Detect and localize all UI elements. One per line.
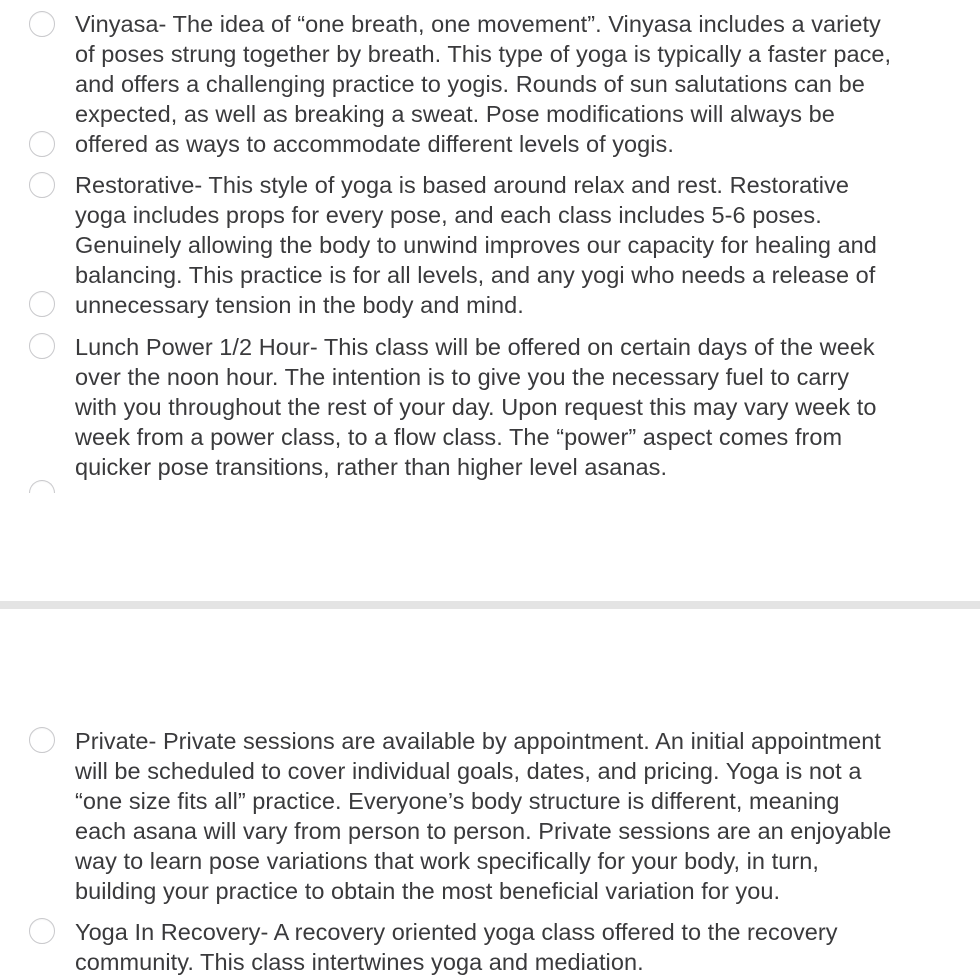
- radio-button-icon[interactable]: [29, 11, 55, 37]
- option-label-line: week from a power class, to a flow class. The “power” aspect comes from: [75, 424, 843, 450]
- option-label-line: of poses strung together by breath. This type of yoga is typically a faster pace,: [75, 41, 892, 67]
- option-label-line: Lunch Power 1/2 Hour- This class will be offered on certain days of the week: [75, 334, 875, 360]
- option-label-line: offered as ways to accommodate different levels of yogis.: [75, 131, 674, 157]
- option-label: [75, 917, 965, 977]
- option-label-line: way to learn pose variations that work specifically for your body, in turn,: [75, 848, 819, 874]
- radio-button-icon[interactable]: [29, 291, 55, 317]
- option-label-line: Private- Private sessions are available by appointment. An initial appointment: [75, 728, 881, 754]
- bottom-options-section: [0, 610, 980, 980]
- option-label-line: each asana will vary from person to person. Private sessions are an enjoyable: [75, 818, 892, 844]
- option-label-line: Vinyasa- The idea of “one breath, one movement”. Vinyasa includes a variety: [75, 11, 881, 37]
- radio-button-icon[interactable]: [29, 131, 55, 157]
- option-label: [75, 9, 965, 159]
- option-label-line: Genuinely allowing the body to unwind improves our capacity for healing and: [75, 232, 877, 258]
- option-label-line: over the noon hour. The intention is to give you the necessary fuel to carry: [75, 364, 850, 390]
- option-label: [75, 170, 965, 320]
- option-label-line: balancing. This practice is for all levels, and any yogi who needs a release of: [75, 262, 876, 288]
- radio-button-partial-icon[interactable]: [29, 480, 55, 493]
- radio-button-icon[interactable]: [29, 918, 55, 944]
- option-label-line: unnecessary tension in the body and mind.: [75, 292, 524, 318]
- option-label-line: “one size fits all” practice. Everyone’s body structure is different, meaning: [75, 788, 840, 814]
- option-label-line: Yoga In Recovery- A recovery oriented yoga class offered to the recovery: [75, 919, 838, 945]
- option-label: [75, 726, 965, 906]
- option-label-line: yoga includes props for every pose, and each class includes 5-6 poses.: [75, 202, 822, 228]
- option-label-line: will be scheduled to cover individual goals, dates, and pricing. Yoga is not a: [75, 758, 862, 784]
- radio-button-icon[interactable]: [29, 172, 55, 198]
- option-label-line: building your practice to obtain the most beneficial variation for you.: [75, 878, 781, 904]
- option-label: [75, 332, 965, 482]
- option-label-line: community. This class intertwines yoga and mediation.: [75, 949, 644, 975]
- option-label-line: Restorative- This style of yoga is based around relax and rest. Restorative: [75, 172, 849, 198]
- radio-button-icon[interactable]: [29, 727, 55, 753]
- option-label-line: expected, as well as breaking a sweat. Pose modifications will always be: [75, 101, 835, 127]
- section-divider: [0, 601, 980, 609]
- option-label-line: with you throughout the rest of your day. Upon request this may vary week to: [75, 394, 877, 420]
- option-label-line: quicker pose transitions, rather than higher level asanas.: [75, 454, 668, 480]
- radio-button-icon[interactable]: [29, 333, 55, 359]
- option-label-line: and offers a challenging practice to yogis. Rounds of sun salutations can be: [75, 71, 865, 97]
